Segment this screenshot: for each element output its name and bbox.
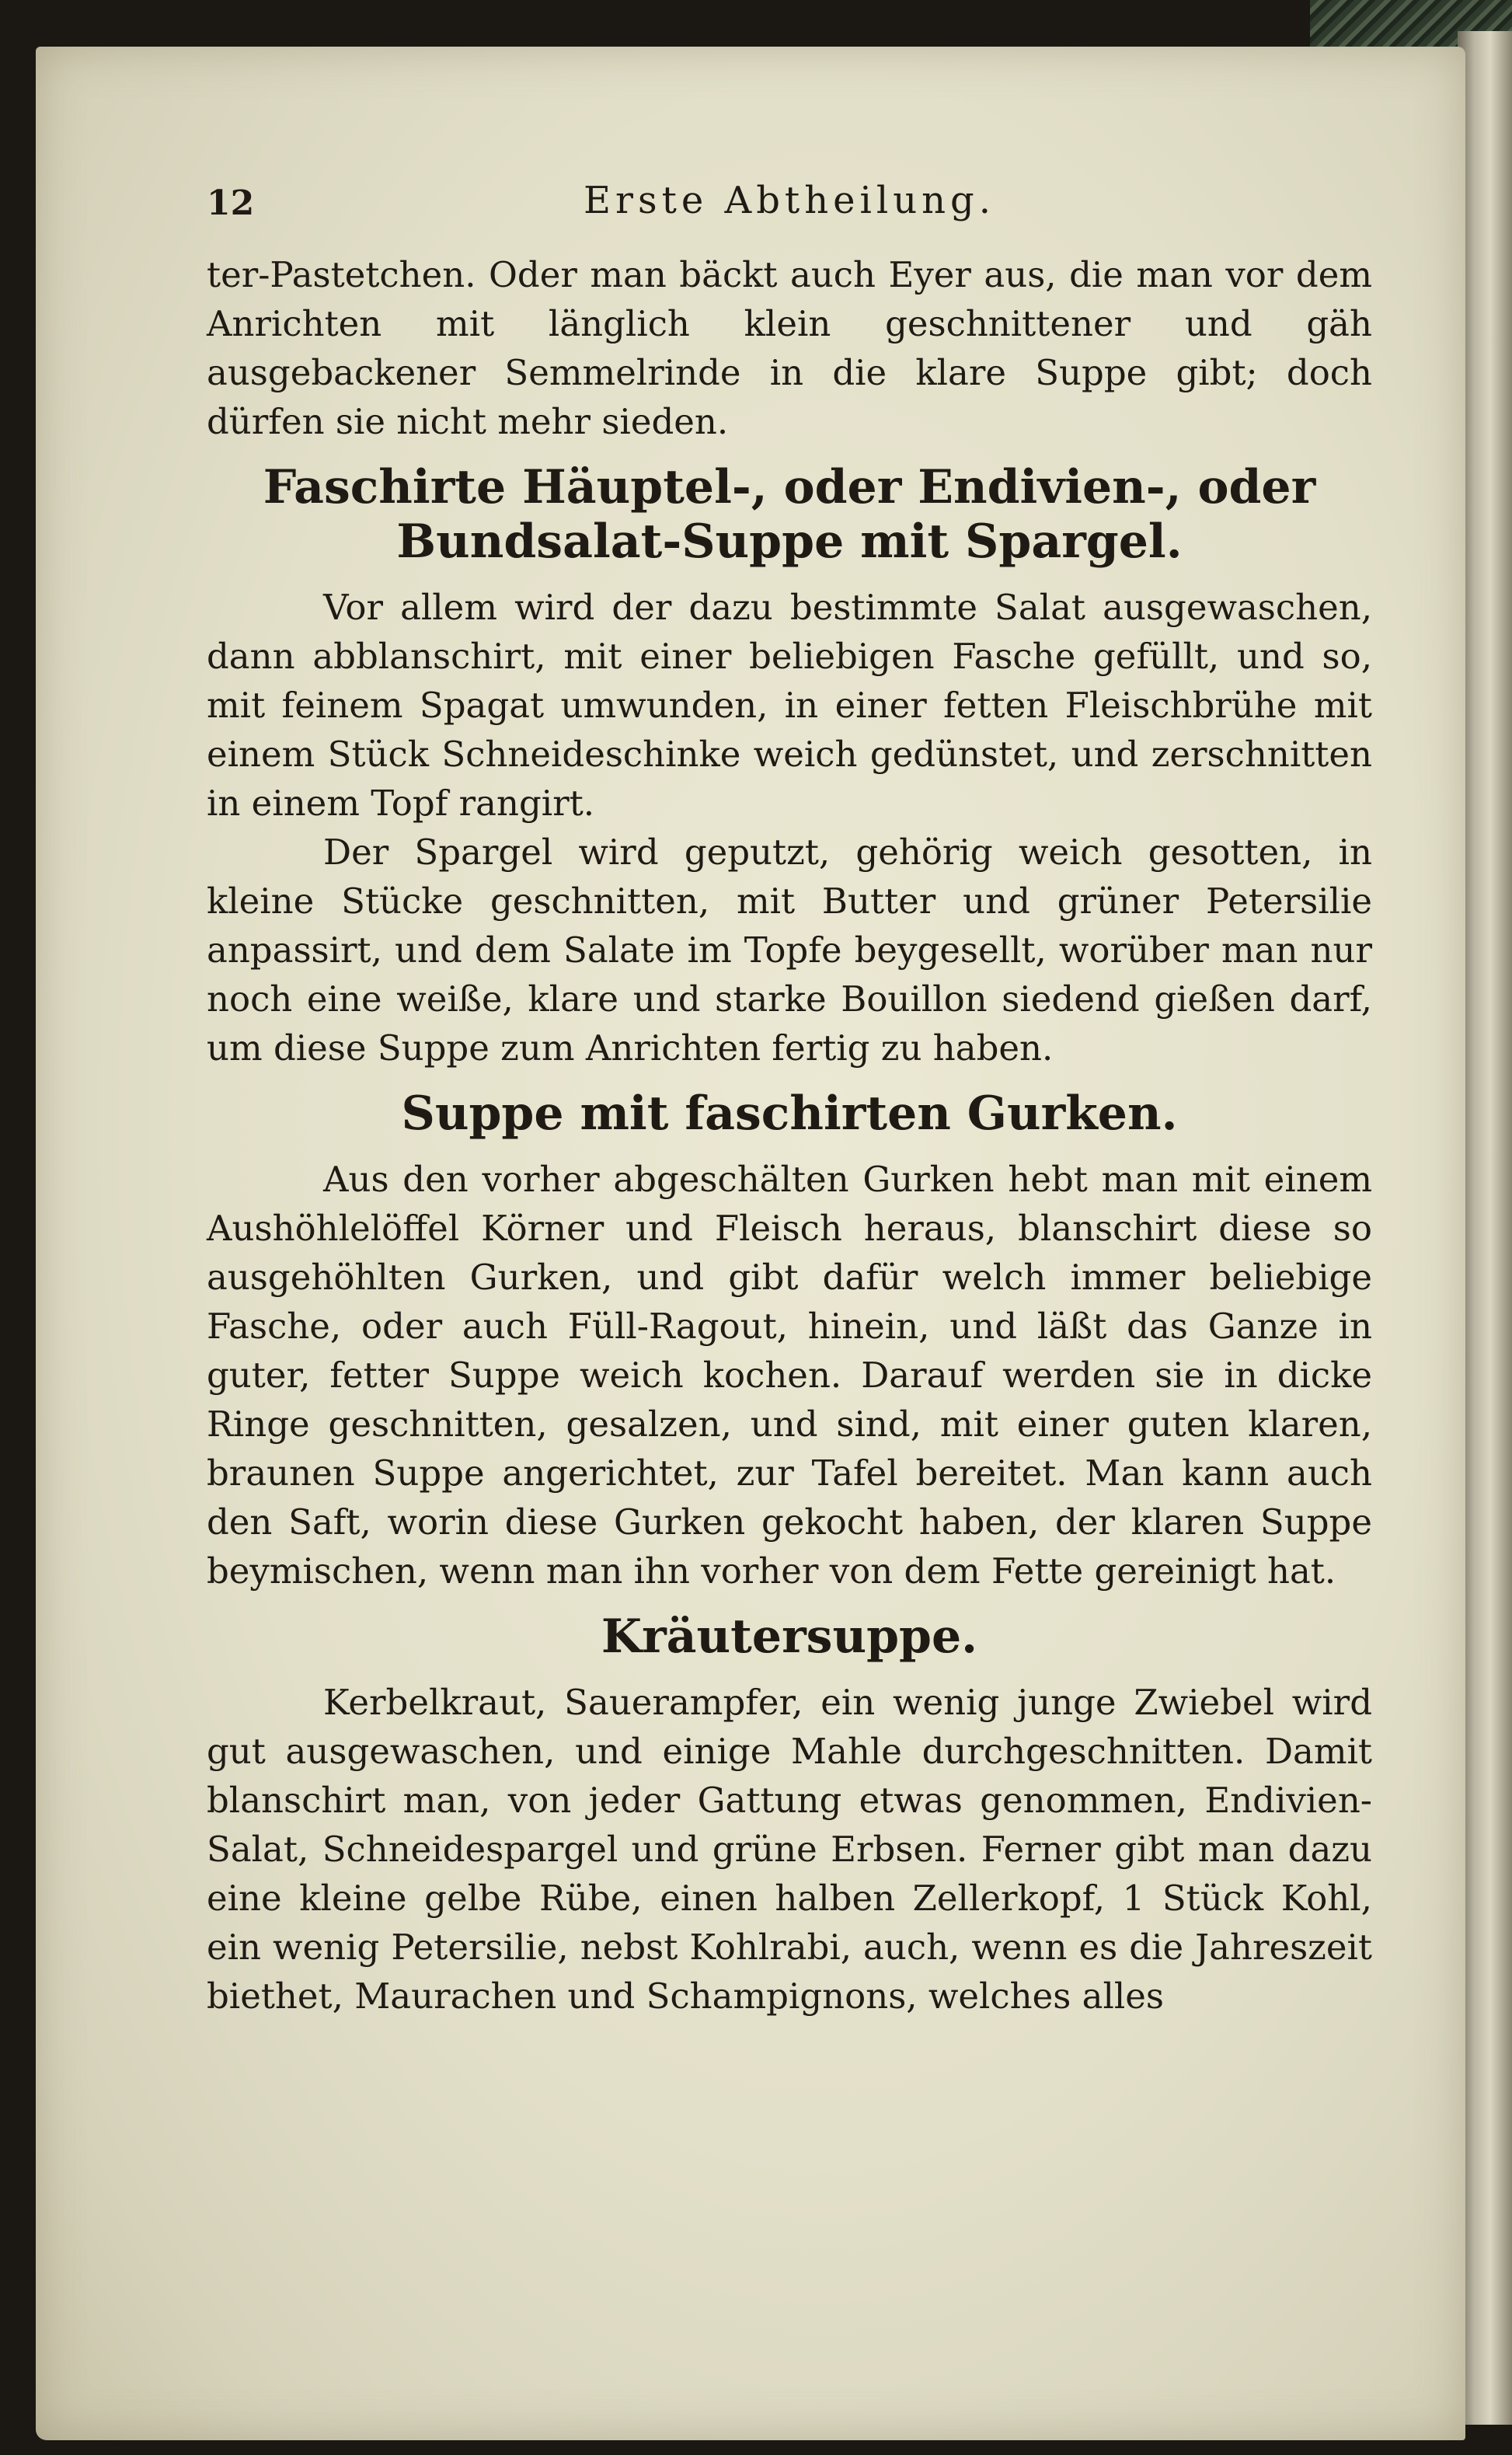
heading-cucumber-soup: Suppe mit faschirten Gurken.: [401, 1086, 1178, 1141]
page-stack-edge: [1458, 31, 1512, 2425]
page-text: [207, 179, 1372, 2021]
page-number: 12: [207, 183, 255, 223]
heading-salad-soup: Faschirte Häuptel-, oder Endivien-, oder Bundsalat-Suppe mit Spargel.: [263, 460, 1316, 569]
book-page: [36, 47, 1465, 2440]
running-head: [207, 179, 1372, 233]
paragraph-herb-soup: Kerbelkraut, Sauerampfer, ein wenig junge Zwiebel wird gut ausgewaschen, und einige Mahle durchgeschnitten. Damit blanschirt man, von jeder Gattung etwas genommen, Endivien-Salat, Schneidespargel und grüne Erbsen. Ferner gibt man dazu eine kleine gelbe Rübe, einen halben Zellerkopf, 1 Stück Kohl, ein wenig Petersilie, nebst Kohlrabi, auch, wenn es die Jahreszeit biethet, Maurachen und Schampignons, welches alles: [207, 1682, 1372, 2017]
paragraph-continuation: ter-Pastetchen. Oder man bäckt auch Eyer aus, die man vor dem Anrichten mit länglich klein geschnittener und gäh ausgebackener Semmelrinde in die klare Suppe gibt; doch dürfen sie nicht mehr sieden.: [207, 254, 1372, 442]
paragraph-salad-preparation: Vor allem wird der dazu bestimmte Salat ausgewaschen, dann abblanschirt, mit einer beliebigen Fasche gefüllt, und so, mit feinem Spagat umwunden, in einer fetten Fleischbrühe mit einem Stück Schneideschinke weich gedünstet, und zerschnitten in einem Topf rangirt.: [207, 587, 1372, 824]
header-title: Erste Abtheilung.: [583, 179, 996, 222]
paragraph-asparagus: Der Spargel wird geputzt, gehörig weich gesotten, in kleine Stücke geschnitten, mit Butter und grüner Petersilie anpassirt, und dem Salate im Topfe beygesellt, worüber man nur noch eine weiße, klare und starke Bouillon siedend gießen darf, um diese Suppe zum Anrichten fertig zu haben.: [207, 832, 1372, 1069]
paragraph-cucumber: Aus den vorher abgeschälten Gurken hebt man mit einem Aushöhlelöffel Körner und Fleisch heraus, blanschirt diese so ausgehöhlten Gurken, und gibt dafür welch immer beliebige Fasche, oder auch Füll-Ragout, hinein, und läßt das Ganze in guter, fetter Suppe weich kochen. Darauf werden sie in dicke Ringe geschnitten, gesalzen, und sind, mit einer guten klaren, braunen Suppe angerichtet, zur Tafel bereitet. Man kann auch den Saft, worin diese Gurken gekocht haben, der klaren Suppe beymischen, wenn man ihn vorher von dem Fette gereinigt hat.: [207, 1159, 1372, 1592]
heading-herb-soup: Kräutersuppe.: [601, 1609, 978, 1664]
